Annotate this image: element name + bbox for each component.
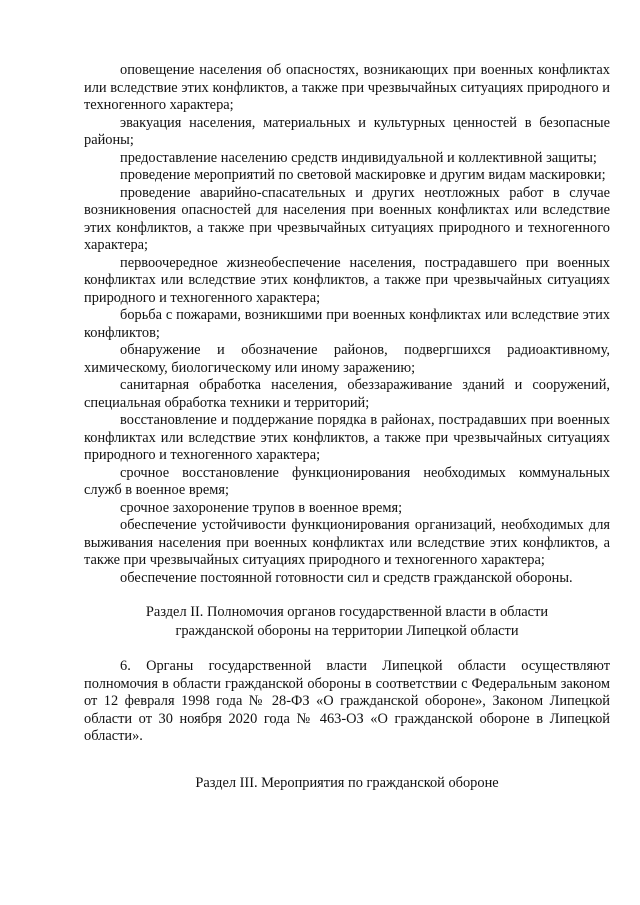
list-item: проведение мероприятий по световой маскировке и другим видам маскировки; xyxy=(120,167,606,183)
spacer xyxy=(84,746,610,774)
list-item: проведение аварийно-спасательных и других неотложных работ в случае возникновения опасностей для населения при военных конфликтах или вследствие этих конфликтов, а также при чрезвычайных ситуациях природного и техногенного характера; xyxy=(84,184,610,253)
list-item: борьба с пожарами, возникшими при военных конфликтах или вследствие этих конфликтов; xyxy=(84,307,610,341)
list-item: обнаружение и обозначение районов, подвергшихся радиоактивному, химическому, биологическому или иному заражению; xyxy=(84,342,610,376)
list-item: эвакуация населения, материальных и культурных ценностей в безопасные районы; xyxy=(84,114,610,148)
list-item: восстановление и поддержание порядка в районах, пострадавших при военных конфликтах или вследствие этих конфликтов, а также при чрезвычайных ситуациях природного и техногенного характера; xyxy=(84,412,610,463)
list-item: санитарная обработка населения, обеззараживание зданий и сооружений, специальная обработка техники и территорий; xyxy=(84,377,610,411)
list-item: обеспечение постоянной готовности сил и средств гражданской обороны. xyxy=(120,569,573,586)
spacer xyxy=(84,641,610,658)
list-item: обеспечение устойчивости функционирования организаций, необходимых для выживания населения при военных конфликтах или вследствие этих конфликтов, а также при чрезвычайных ситуациях природного и техногенного характера; xyxy=(84,517,610,568)
list-item: оповещение населения об опасностях, возникающих при военных конфликтах или вследствие этих конфликтов, а также при чрезвычайных ситуациях природного и техногенного характера; xyxy=(84,62,610,113)
section-2-paragraph: 6. Органы государственной власти Липецкой области осуществляют полномочия в области гражданской обороны в соответствии с Федеральным законом от 12 февраля 1998 года № 28-ФЗ «О гражданской обороне», Законом Липецкой области от 30 ноября 2020 года № 463-ОЗ «О гражданской обороне в Липецкой области». xyxy=(84,658,610,744)
list-item: срочное восстановление функционирования необходимых коммунальных служб в военное время; xyxy=(84,464,610,498)
section-3-heading: Раздел III. Мероприятия по гражданской обороне xyxy=(195,774,499,791)
list-item: предоставление населению средств индивидуальной и коллективной защиты; xyxy=(120,149,597,166)
section-2-heading: Раздел II. Полномочия органов государственной власти в области гражданской обороны на территории Липецкой области xyxy=(145,604,549,639)
spacer xyxy=(84,587,610,603)
list-item: первоочередное жизнеобеспечение населения, пострадавшего при военных конфликтах или вследствие этих конфликтов, а также при чрезвычайных ситуациях природного и техногенного характера; xyxy=(84,254,610,306)
document-body xyxy=(84,62,610,793)
list-item: срочное захоронение трупов в военное время; xyxy=(120,499,403,516)
